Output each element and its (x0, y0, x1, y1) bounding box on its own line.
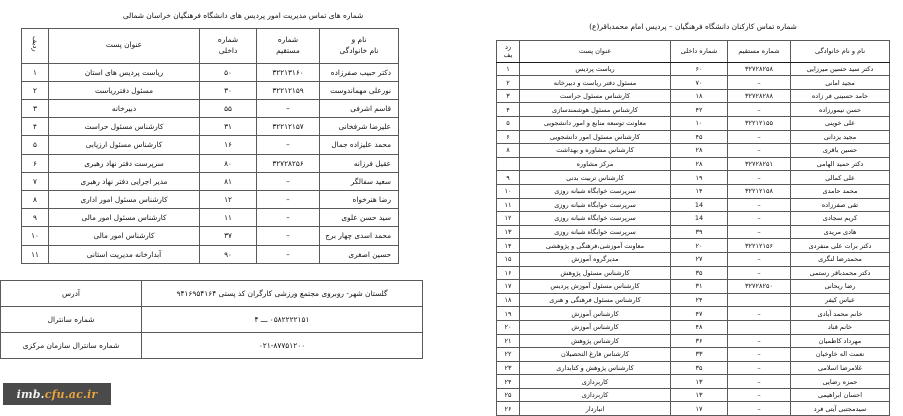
left-directory-panel (3, 0, 483, 405)
cell-row-number: ۲۶ (497, 402, 520, 416)
cell-full-name: دکتر سید حسین میرزایی (791, 62, 890, 76)
table-row (22, 227, 399, 245)
cell-internal-number: ۱۲ (200, 190, 257, 208)
cell-direct-number: – (728, 307, 791, 321)
cell-row-number: ۱۳ (497, 225, 520, 239)
cell-internal-number: ۱۰ (671, 117, 728, 131)
header-internal-line1: شماره (217, 34, 239, 44)
table-row (497, 130, 890, 144)
cell-post-title: سرپرست خوابگاه شبانه روزی (520, 212, 671, 226)
cell-direct-number: ۳۲۲۱۲۱۵۹ (257, 81, 320, 99)
cell-post-title: کارشناس مسئول آموزش پردیس (520, 280, 671, 294)
cell-full-name: مجید یزدانی (791, 130, 890, 144)
address-table-body (1, 280, 423, 358)
address-value: ۰۲۱-۸۷۷۵۱۲۰۰ (142, 332, 423, 358)
header-name-line2: نام خانوادگی (339, 45, 379, 55)
cell-row-number: ۱۵ (497, 252, 520, 266)
table-row (22, 81, 399, 99)
header-internal-line2: داخلی (218, 45, 238, 55)
cell-row-number: ۶ (497, 130, 520, 144)
cell-direct-number: – (257, 100, 320, 118)
cell-internal-number: 14 (671, 212, 728, 226)
table-row (22, 172, 399, 190)
cell-post-title: کارشناس پژوهش (520, 334, 671, 348)
cell-full-name: مجید امانی (791, 76, 890, 90)
header-post-title: عنوان پست (520, 40, 671, 62)
cell-internal-number: ۴۸ (671, 320, 728, 334)
cell-row-number: ۲ (497, 76, 520, 90)
cell-direct-number: – (257, 172, 320, 190)
cell-full-name: محمدرضا لنگری (791, 252, 890, 266)
cell-full-name: نعمت اله خاوخیان (791, 348, 890, 362)
cell-post-title: سرپرست دفتر نهاد رهبری (49, 154, 200, 172)
table-row (497, 103, 890, 117)
address-row (1, 280, 423, 306)
management-contacts-table (21, 28, 399, 264)
cell-internal-number: ۱۳ (671, 375, 728, 389)
cell-direct-number: – (257, 245, 320, 263)
left-header-row (22, 28, 399, 63)
table-row (497, 375, 890, 389)
cell-direct-number: – (728, 130, 791, 144)
cell-post-title: کارشناس مسئول پژوهش (520, 266, 671, 280)
cell-internal-number: ۳۶ (671, 334, 728, 348)
table-row (497, 212, 890, 226)
cell-full-name: رضا ریحانی (791, 280, 890, 294)
cell-post-title: مسئول دفتر ریاست و دبیرخانه (520, 76, 671, 90)
cell-internal-number: ۴۵ (671, 130, 728, 144)
table-row (497, 402, 890, 416)
cell-post-title: مسئول دفترریاست (49, 81, 200, 99)
cell-full-name: سیدمجتبی آیتی فرد (791, 402, 890, 416)
cell-internal-number: ۲۸ (671, 144, 728, 158)
cell-internal-number: ۳۱ (200, 118, 257, 136)
cell-direct-number: – (257, 136, 320, 154)
cell-internal-number: ۱۴ (671, 184, 728, 198)
cell-internal-number: ۲۴ (671, 293, 728, 307)
address-label: آدرس (1, 280, 142, 306)
table-row (497, 76, 890, 90)
table-row (497, 307, 890, 321)
cell-row-number: ۱۱ (497, 198, 520, 212)
address-label: شماره سانترال (1, 306, 142, 332)
cell-row-number: ۱۲ (497, 212, 520, 226)
cell-direct-number: – (728, 212, 791, 226)
cell-direct-number: – (728, 171, 791, 185)
cell-full-name: دکتر محمدباقر رستمی (791, 266, 890, 280)
cell-full-name: خانم محمد آبادی (791, 307, 890, 321)
cell-internal-number: ۴۷ (671, 307, 728, 321)
header-direct-number: شماره مستقیم (728, 40, 791, 62)
table-row (497, 184, 890, 198)
cell-post-title: کارشناس مسئول ارزیابی (49, 136, 200, 154)
header-row-number-label: ردیف (31, 35, 40, 52)
cell-direct-number: ۳۲۷۲۸۲۵۰ (728, 280, 791, 294)
cell-post-title: کارشناس آموزش (520, 307, 671, 321)
cell-row-number: ۶ (22, 154, 49, 172)
header-full-name: نام و نام خانوادگی (791, 40, 890, 62)
cell-internal-number: ۱۶ (200, 136, 257, 154)
cell-internal-number: ۶۰ (671, 62, 728, 76)
header-direct-line1: شماره (277, 34, 299, 44)
cell-direct-number: ۳۲۲۱۳۱۶۰ (257, 63, 320, 81)
table-row (497, 144, 890, 158)
right-table-body (497, 62, 890, 415)
table-row (497, 239, 890, 253)
cell-internal-number: ۳۵ (671, 361, 728, 375)
cell-post-title: معاونت توسعه منابع و امور دانشجویی (520, 117, 671, 131)
cell-post-title: مدیرگروه آموزش (520, 252, 671, 266)
cell-internal-number: ۳۳ (671, 348, 728, 362)
cell-row-number: ۱۴ (497, 239, 520, 253)
header-direct-line2: مستقیم (276, 45, 300, 55)
cell-direct-number: ۳۲۷۲۸۲۵۸ (728, 62, 791, 76)
table-row (497, 62, 890, 76)
address-row (1, 306, 423, 332)
cell-internal-number: ۱۹ (671, 171, 728, 185)
cell-full-name: تقی صفرزاده (791, 198, 890, 212)
cell-internal-number: 14 (671, 198, 728, 212)
cell-row-number: ۳ (497, 89, 520, 103)
table-row (497, 320, 890, 334)
staff-contacts-table (496, 40, 890, 416)
cell-internal-number: ۵۵ (200, 100, 257, 118)
table-row (497, 388, 890, 402)
table-row (497, 171, 890, 185)
cell-post-title: کارشناس امور مالی (49, 227, 200, 245)
cell-row-number: ۱ (22, 63, 49, 81)
cell-full-name: محمد حامدی (791, 184, 890, 198)
cell-row-number: ۹ (22, 209, 49, 227)
cell-row-number: ۲۵ (497, 388, 520, 402)
right-table-head (497, 40, 890, 62)
cell-internal-number: ۹۰ (200, 245, 257, 263)
table-row (497, 225, 890, 239)
cell-row-number: ۲۰ (497, 320, 520, 334)
cell-direct-number: ۳۲۷۲۸۲۵۱ (728, 157, 791, 171)
cell-post-title: کارشناس پژوهش و کتابداری (520, 361, 671, 375)
cell-row-number: ۹ (497, 171, 520, 185)
cell-direct-number: – (728, 252, 791, 266)
header-row-number (497, 40, 520, 62)
cell-row-number: ۱۰ (22, 227, 49, 245)
cell-row-number: ۴ (497, 103, 520, 117)
cell-post-title: کارشناس مسئول حراست (520, 89, 671, 103)
cell-direct-number: – (728, 334, 791, 348)
cell-post-title: ریاست پردیس (520, 62, 671, 76)
cell-full-name: احسان ابراهیمی (791, 388, 890, 402)
cell-post-title: کارشناس مسئول امور دانشجویی (520, 130, 671, 144)
header-row-number (22, 28, 49, 63)
cell-direct-number: – (728, 103, 791, 117)
cell-row-number: ۳ (22, 100, 49, 118)
cell-row-number: ۱ (497, 62, 520, 76)
cell-full-name: عباس کیفر (791, 293, 890, 307)
table-row (22, 136, 399, 154)
cell-direct-number: – (257, 190, 320, 208)
cell-full-name: غلامرضا اسلامی (791, 361, 890, 375)
cell-post-title: سرپرست خوابگاه شبانه روزی (520, 184, 671, 198)
table-row (497, 334, 890, 348)
cell-direct-number: – (728, 266, 791, 280)
cell-direct-number: – (257, 227, 320, 245)
table-row (497, 361, 890, 375)
cell-post-title: سرپرست خوابگاه شبانه روزی (520, 198, 671, 212)
table-row (497, 198, 890, 212)
right-table-title: شماره تماس کارکنان دانشگاه فرهنگیان – پردیس امام محمدباقر(ع) (589, 22, 797, 31)
table-row (497, 117, 890, 131)
address-info-table (0, 280, 423, 359)
table-row (497, 89, 890, 103)
cell-full-name: دکتر حبیب صفرزاده (320, 63, 399, 81)
cell-direct-number: – (728, 225, 791, 239)
table-row (22, 190, 399, 208)
cell-row-number: ۵ (22, 136, 49, 154)
cell-full-name: علی کمالی (791, 171, 890, 185)
cell-post-title: کارشناس فارغ التحصیلان (520, 348, 671, 362)
cell-row-number: ۱۱ (22, 245, 49, 263)
cell-post-title: کاربردازی (520, 375, 671, 389)
cell-internal-number: ۸۰ (200, 154, 257, 172)
cell-full-name: کریم سجادی (791, 212, 890, 226)
cell-full-name: حامد حسینی فر زاده (791, 89, 890, 103)
cell-post-title: آبدارخانه مدیریت استانی (49, 245, 200, 263)
table-row (22, 63, 399, 81)
address-value: گلستان شهر- روبروی مجتمع ورزشی کارگران کد پستی ۹۴۱۶۹۵۴۱۶۴ (142, 280, 423, 306)
cell-direct-number: ۳۲۲۱۲۱۵۵ (728, 117, 791, 131)
left-table-head (22, 28, 399, 63)
cell-row-number: ۲۲ (497, 348, 520, 362)
cell-internal-number: ۱۱ (200, 209, 257, 227)
cell-internal-number: ۵۰ (200, 63, 257, 81)
cell-row-number: ۴ (22, 118, 49, 136)
cell-row-number: ۸ (497, 144, 520, 158)
address-label: شماره سانترال سازمان مرکزی (1, 332, 142, 358)
cell-post-title: انباردار (520, 402, 671, 416)
cell-direct-number: ۳۲۷۲۸۲۵۶ (257, 154, 320, 172)
cell-internal-number: ۴۲ (671, 103, 728, 117)
cell-direct-number: – (257, 209, 320, 227)
cell-full-name: دکتر برات علی منفردی (791, 239, 890, 253)
cell-full-name: مهرداد کاظمیان (791, 334, 890, 348)
cell-post-title: مدیر اجرایی دفتر نهاد رهبری (49, 172, 200, 190)
cell-internal-number: ۳۰ (200, 81, 257, 99)
header-internal-number (200, 28, 257, 63)
header-row-line1: رد (504, 42, 512, 51)
table-row (497, 252, 890, 266)
cell-direct-number: – (728, 76, 791, 90)
cell-internal-number: ۷۰ (671, 76, 728, 90)
table-row (497, 157, 890, 171)
cell-internal-number: ۱۷ (671, 402, 728, 416)
cell-direct-number: ۳۲۲۱۲۱۵۸ (728, 184, 791, 198)
cell-internal-number: ۳۹ (671, 225, 728, 239)
cell-full-name: علی خوینی (791, 117, 890, 131)
cell-full-name: دکتر حمید الهامی (791, 157, 890, 171)
cell-internal-number: ۲۸ (671, 157, 728, 171)
cell-internal-number: ۳۷ (200, 227, 257, 245)
table-row (22, 100, 399, 118)
cell-row-number: ۱۰ (497, 184, 520, 198)
site-watermark (3, 383, 111, 405)
right-directory-panel (483, 0, 903, 413)
cell-post-title: کارشناس تربیت بدنی (520, 171, 671, 185)
cell-direct-number: – (728, 348, 791, 362)
cell-full-name: سعید سفالگر (320, 172, 399, 190)
cell-post-title: مرکز مشاوره (520, 157, 671, 171)
cell-post-title: کارشناس آموزش (520, 320, 671, 334)
table-row (497, 293, 890, 307)
table-row (22, 209, 399, 227)
cell-post-title: کارشناس مسئول هوشمندسازی (520, 103, 671, 117)
cell-row-number: ۲ (22, 81, 49, 99)
cell-full-name: حسن نیمورزاده (791, 103, 890, 117)
cell-direct-number: ۳۲۷۲۸۲۸۸ (728, 89, 791, 103)
cell-row-number: ۷ (22, 172, 49, 190)
table-row (22, 245, 399, 263)
cell-direct-number: – (728, 198, 791, 212)
cell-post-title: ریاست پردیس های استان (49, 63, 200, 81)
cell-direct-number (728, 320, 791, 334)
left-table-title: شماره های تماس مدیریت امور پردیس های دانشگاه فرهنگیان خراسان شمالی (122, 11, 364, 20)
table-row (497, 266, 890, 280)
cell-post-title: کارشناس مسئول امور اداری (49, 190, 200, 208)
cell-post-title: کارشناس مسئول فرهنگی و هنری (520, 293, 671, 307)
cell-row-number: ۱۷ (497, 280, 520, 294)
cell-full-name: سید حسن علوی (320, 209, 399, 227)
cell-full-name: هادی مریدی (791, 225, 890, 239)
cell-direct-number: ۳۲۲۱۲۱۵۷ (257, 118, 320, 136)
address-row (1, 332, 423, 358)
cell-row-number: ۸ (22, 190, 49, 208)
cell-full-name: محمد اسدی چهار برج (320, 227, 399, 245)
right-header-row (497, 40, 890, 62)
cell-direct-number: ۳۲۲۱۲۱۵۶ (728, 239, 791, 253)
cell-post-title: کاربردازی (520, 388, 671, 402)
cell-internal-number: ۱۳ (671, 388, 728, 402)
cell-row-number: ۲۱ (497, 334, 520, 348)
cell-row-number: ۲۳ (497, 361, 520, 375)
cell-internal-number: ۲۰ (671, 239, 728, 253)
cell-direct-number: – (728, 402, 791, 416)
cell-row-number: ۲۴ (497, 375, 520, 389)
header-full-name (320, 28, 399, 63)
watermark-domain: cfu.ac.ir (44, 387, 98, 401)
cell-direct-number: – (728, 144, 791, 158)
cell-full-name: نورعلی مهماندوست (320, 81, 399, 99)
table-row (497, 348, 890, 362)
table-row (22, 118, 399, 136)
cell-direct-number (728, 293, 791, 307)
table-row (22, 154, 399, 172)
watermark-text (17, 388, 98, 401)
cell-post-title: کارشناس مسئول امور مالی (49, 209, 200, 227)
cell-row-number: ۱۶ (497, 266, 520, 280)
page-root (3, 0, 903, 413)
cell-row-number: ۵ (497, 117, 520, 131)
left-table-body (22, 63, 399, 263)
cell-post-title: دبیرخانه (49, 100, 200, 118)
cell-full-name: قاسم اشرفی (320, 100, 399, 118)
table-row (497, 280, 890, 294)
cell-post-title: کارشناس مشاوره و بهداشت (520, 144, 671, 158)
header-post-title: عنوان پست (49, 28, 200, 63)
cell-full-name: حسین اصغری (320, 245, 399, 263)
cell-full-name: محمد علیزاده جمال (320, 136, 399, 154)
cell-internal-number: ۳۱ (671, 280, 728, 294)
watermark-prefix: imb. (16, 387, 45, 401)
cell-row-number: ۱۹ (497, 307, 520, 321)
cell-direct-number: – (728, 375, 791, 389)
cell-internal-number: ۲۷ (671, 252, 728, 266)
cell-full-name: رضا هنرخواه (320, 190, 399, 208)
address-value: ۰۵۸۲۲۲۲۱۵۱ ـــ ۴ (142, 306, 423, 332)
cell-internal-number: ۳۵ (671, 266, 728, 280)
header-name-line1: نام و (351, 34, 367, 44)
cell-full-name: خانم قناد (791, 320, 890, 334)
cell-full-name: حمزه رضایی (791, 375, 890, 389)
header-internal-number: شماره داخلی (671, 40, 728, 62)
cell-direct-number: – (728, 388, 791, 402)
cell-full-name: عقیل فرزانه (320, 154, 399, 172)
cell-post-title: کارشناس مسئول حراست (49, 118, 200, 136)
cell-row-number: ۱۸ (497, 293, 520, 307)
cell-direct-number: – (728, 361, 791, 375)
cell-row-number (497, 157, 520, 171)
cell-full-name: علیرضا شرفخانی (320, 118, 399, 136)
cell-full-name: حسین باقری (791, 144, 890, 158)
header-row-line2: یف (503, 51, 513, 60)
header-direct-number (257, 28, 320, 63)
cell-post-title: سرپرست خوابگاه شبانه روزی (520, 225, 671, 239)
cell-internal-number: ۸۱ (200, 172, 257, 190)
cell-internal-number: ۱۸ (671, 89, 728, 103)
cell-post-title: معاونت آموزشی،فرهنگی و پژوهشی (520, 239, 671, 253)
